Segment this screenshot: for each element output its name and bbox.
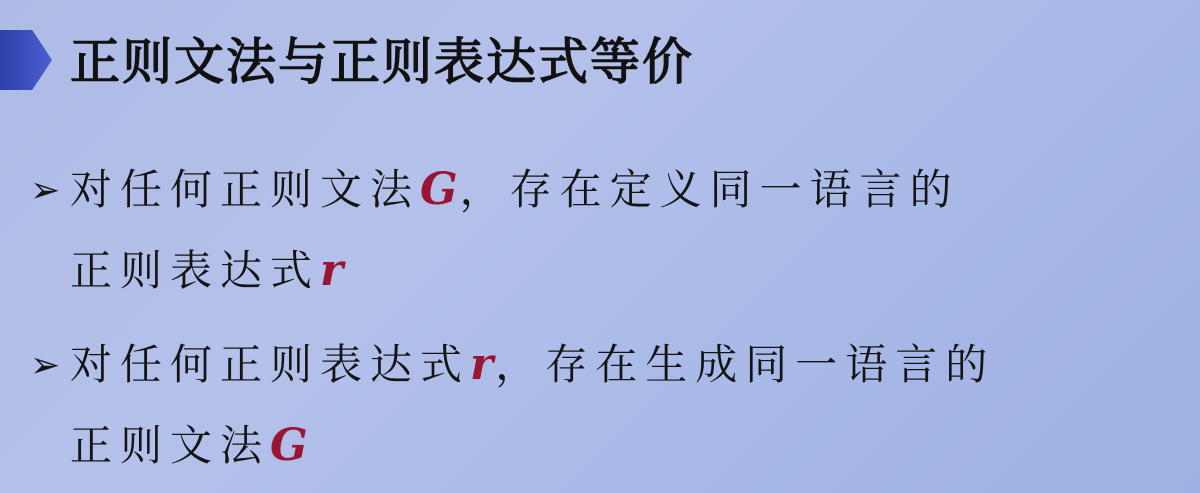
bullet-arrow-icon: ➢ xyxy=(30,170,61,211)
title-marker-arrow-icon xyxy=(0,30,52,90)
bullet-arrow-icon: ➢ xyxy=(30,345,61,386)
math-symbol-G: G xyxy=(270,420,310,471)
bullet-text: 对任何正则表达式 xyxy=(70,340,471,389)
bullet-line-continued xyxy=(30,231,1170,311)
title-bar xyxy=(0,18,1200,102)
bullet-text: 对任何正则文法 xyxy=(70,165,421,214)
bullet-line xyxy=(30,325,1170,406)
bullet-text: 正则表达式 xyxy=(70,246,321,295)
bullet-item xyxy=(30,325,1170,486)
math-symbol-r: r xyxy=(320,245,346,296)
bullet-text: ，存在定义同一语言的 xyxy=(459,165,960,214)
bullet-item xyxy=(30,150,1170,311)
slide-title: 正则文法与正则表达式等价 xyxy=(70,33,694,91)
math-symbol-r: r xyxy=(470,339,496,390)
bullet-text: 正则文法 xyxy=(70,421,271,470)
math-symbol-G: G xyxy=(420,164,460,215)
bullet-text: ，存在生成同一语言的 xyxy=(495,340,996,389)
bullet-line xyxy=(30,150,1170,231)
bullet-line-continued xyxy=(30,406,1170,486)
